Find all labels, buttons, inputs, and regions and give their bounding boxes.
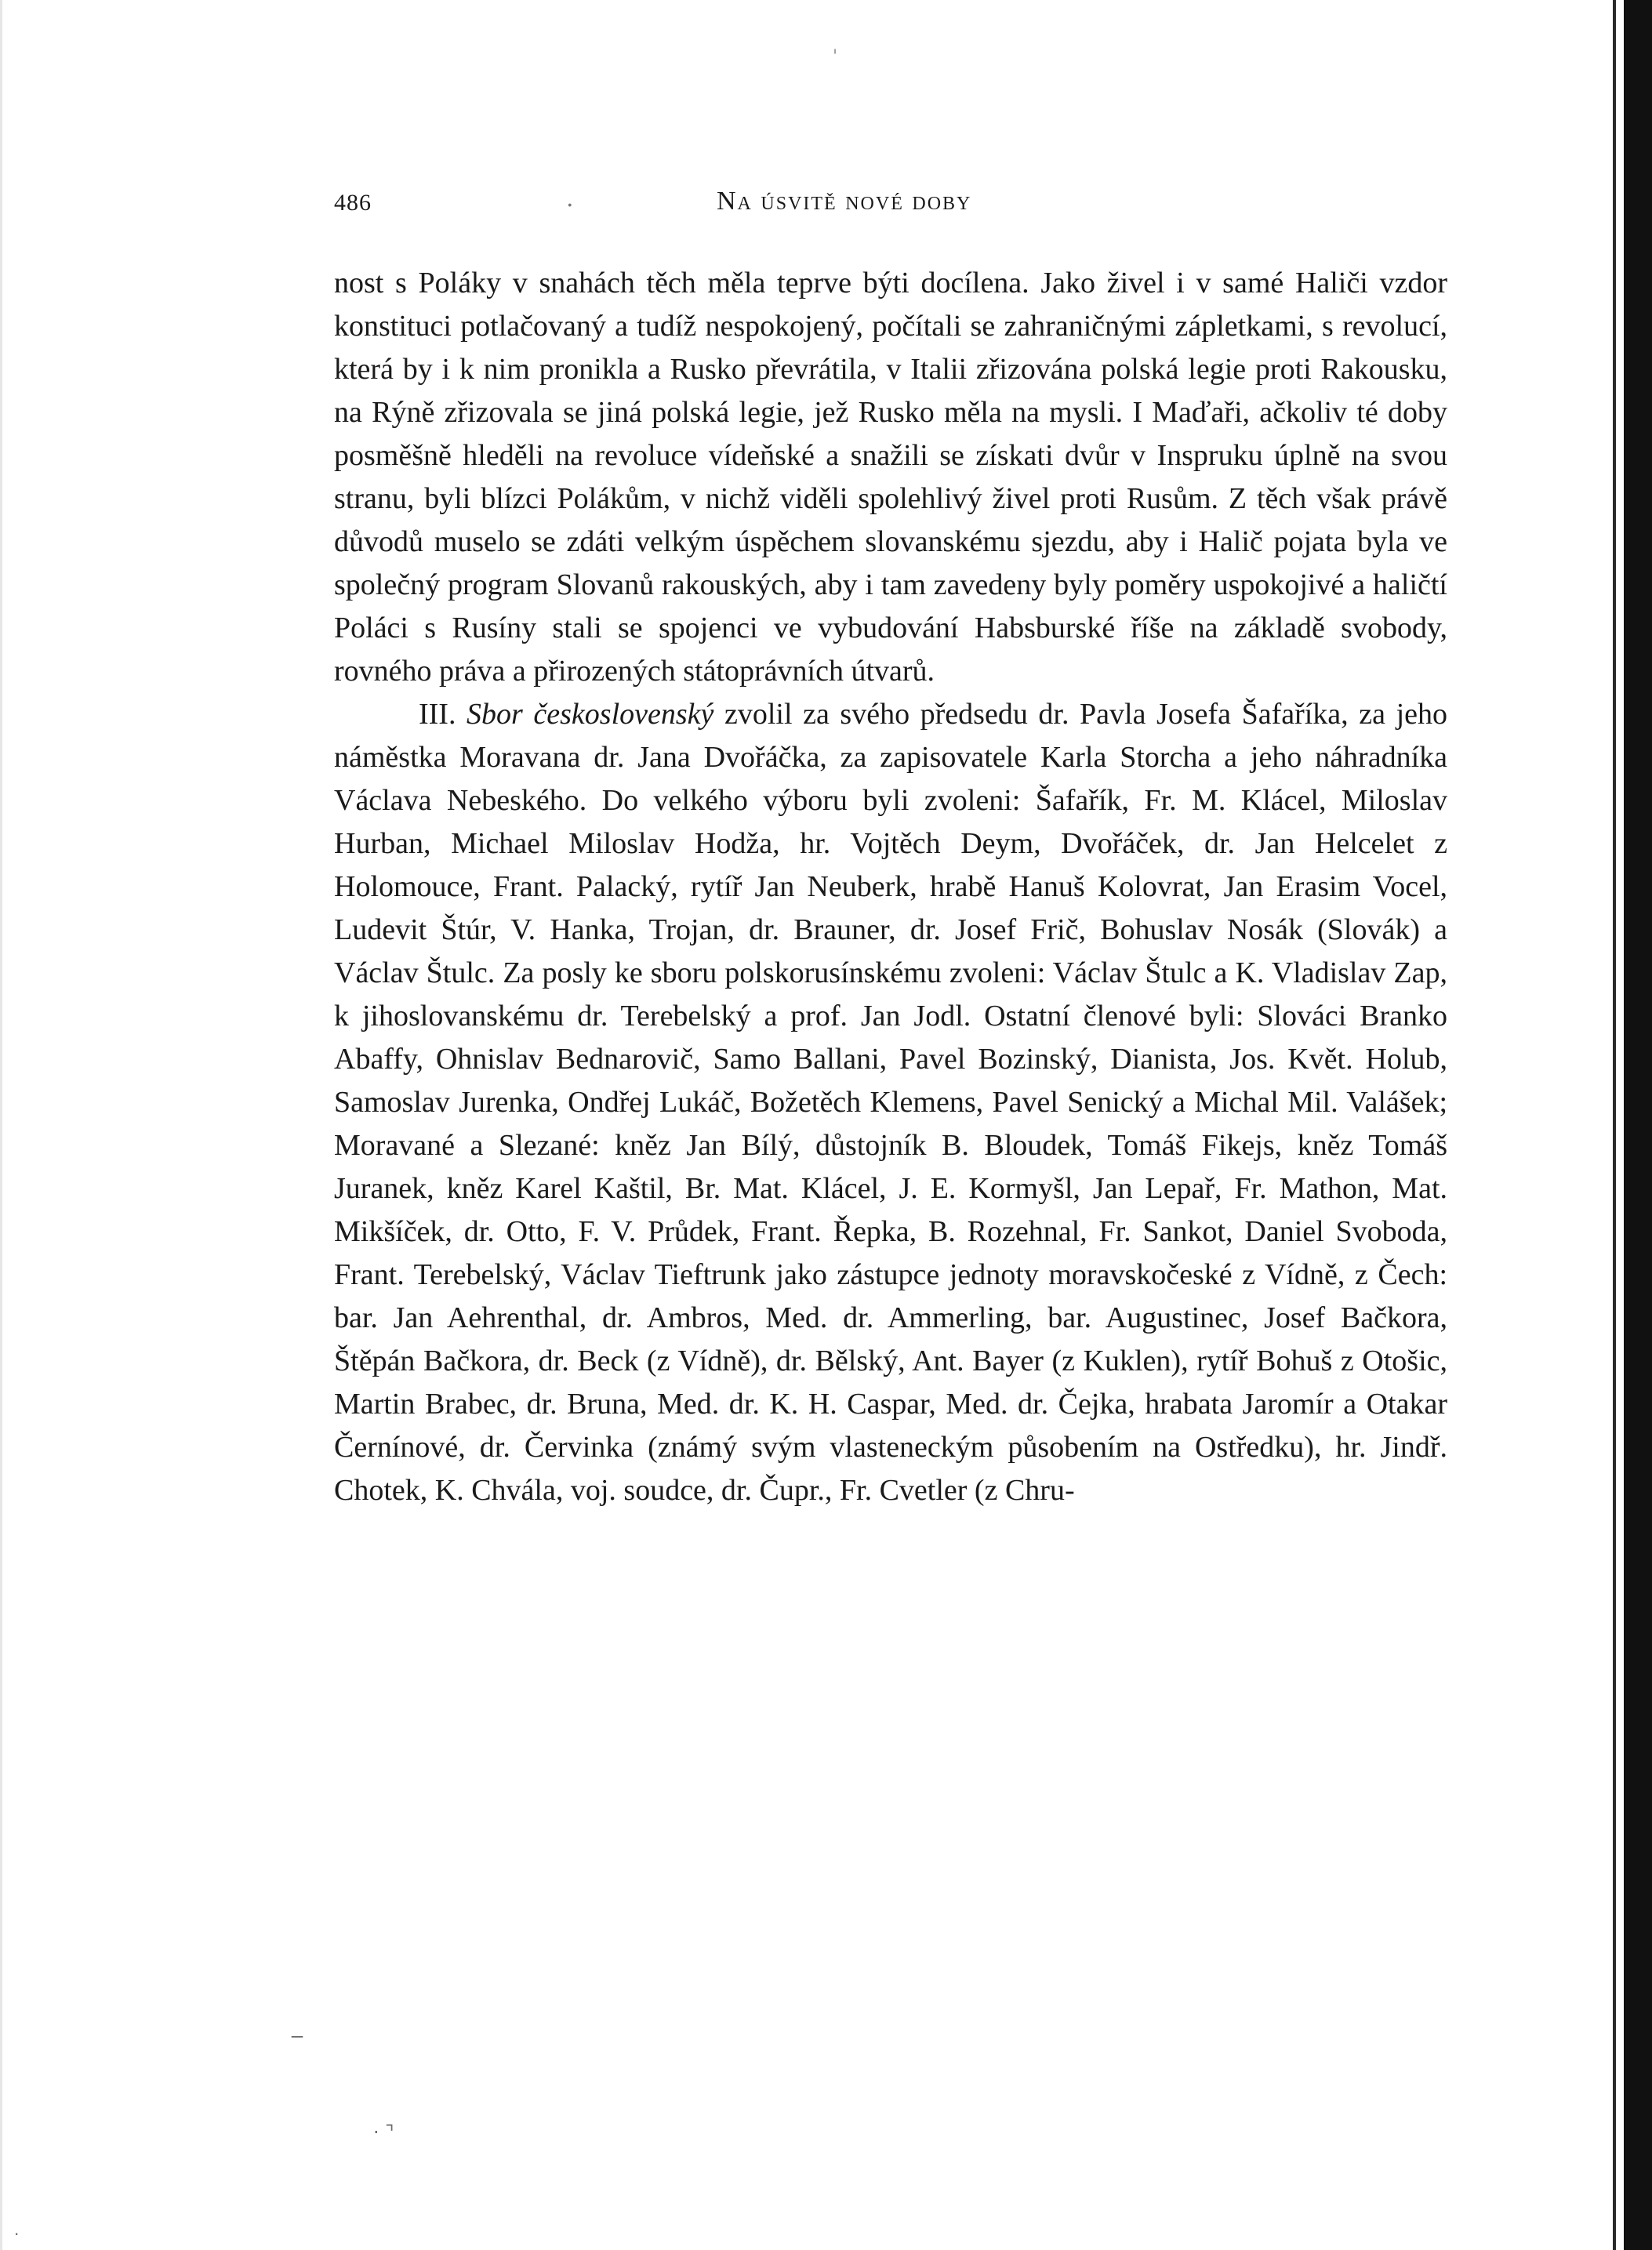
- running-head: [334, 179, 1447, 226]
- paragraph-2-text: zvolil za svého předsedu dr. Pavla Josefa Šafaříka, za jeho náměstka Moravana dr. Jana Dvořáčka, za zapisovatele Karla Storcha a jeho náhradníka Václava Nebeského. Do velkého výboru byli zvoleni: Šafařík, Fr. M. Klácel, Miloslav Hurban, Michael Miloslav Hodža, hr. Vojtěch Deym, Dvořáček, dr. Jan Helcelet z Holomouce, Frant. Palacký, rytíř Jan Neuberk, hrabě Hanuš Kolovrat, Jan Erasim Vocel, Ludevit Štúr, V. Hanka, Trojan, dr. Brauner, dr. Josef Frič, Bohuslav Nosák (Slovák) a Václav Štulc. Za posly ke sboru polskorusínskému zvoleni: Václav Štulc a K. Vladislav Zap, k jihoslovanskému dr. Terebelský a prof. Jan Jodl. Ostatní členové byli: Slováci Branko Abaffy, Ohnislav Bednarovič, Samo Ballani, Pavel Bozinský, Dianista, Jos. Květ. Holub, Samoslav Jurenka, Ondřej Lukáč, Božetěch Klemens, Pavel Senický a Michal Mil. Valášek; Moravané a Slezané: kněz Jan Bílý, důstojník B. Bloudek, Tomáš Fikejs, kněz Tomáš Juranek, kněz Karel Kaštil, Br. Mat. Klácel, J. E. Kormyšl, Jan Lepař, Fr. Mathon, Mat. Mikšíček, dr. Otto, F. V. Průdek, Frant. Řepka, B. Rozehnal, Fr. Sankot, Daniel Svoboda, Frant. Terebelský, Václav Tieftrunk jako zástupce jednoty moravskočeské z Vídně, z Čech: bar. Jan Aehrenthal, dr. Ambros, Med. dr. Ammerling, bar. Augustinec, Josef Bačkora, Štěpán Bačkora, dr. Beck (z Vídně), dr. Bělský, Ant. Bayer (z Kuklen), rytíř Bohuš z Otošic, Martin Brabec, dr. Bruna, Med. dr. K. H. Caspar, Med. dr. Čejka, hrabata Jaromír a Otakar Černínové, dr. Červinka (známý svým vlasteneckým působením na Ostředku), hr. Jindř. Chotek, K. Chvála, voj. soudce, dr. Čupr., Fr. Cvetler (z Chru-: [334, 698, 1447, 1507]
- paragraph-1-text: nost s Poláky v snahách těch měla teprve býti docílena. Jako živel i v samé Haliči vzdor konstituci potlačovaný a tudíž nespokojený, počítali se zahraničnými zápletkami, s revolucí, která by i k nim pronikla a Rusko převrátila, v Italii zřizována polská legie proti Rakousku, na Rýně zřizovala se jiná polská legie, jež Rusko měla na mysli. I Maďaři, ačkoliv té doby posměšně hleděli na revoluce vídeňské a snažili se získati dvůr v Inspruku úplně na svou stranu, byli blízci Polákům, v nichž viděli spolehlivý živel proti Rusům. Z těch však právě důvodů muselo se zdáti velkým úspěchem slovanskému sjezdu, aby i Halič pojata byla ve společný program Slovanů rakouských, aby i tam zavedeny byly poměry uspokojivé a haličtí Poláci s Rusíny stali se spojenci ve vybudování Habsburské říše na základě svobody, rovného práva a přirozených státoprávních útvarů.: [334, 267, 1447, 688]
- scan-speck: ': [833, 47, 838, 67]
- running-title: Na úsvitě nové doby: [717, 187, 972, 216]
- page-number: 486: [334, 190, 372, 216]
- scan-speck: ·: [14, 2225, 20, 2244]
- scan-border-line: [1613, 0, 1616, 2250]
- scan-edge-left: [0, 0, 2, 2250]
- paragraph-1: [334, 262, 1447, 693]
- paragraph-2-lead: III.: [419, 698, 467, 731]
- scan-speck: ‾: [292, 2032, 303, 2058]
- scan-speck: · ⌝: [373, 2121, 394, 2143]
- head-separator: .: [566, 185, 574, 212]
- book-page: [334, 179, 1447, 1512]
- body-text: [334, 262, 1447, 1512]
- paragraph-2: [334, 693, 1447, 1512]
- paragraph-2-emphasis: Sbor československý: [467, 698, 714, 731]
- scan-border-right: [1624, 0, 1652, 2250]
